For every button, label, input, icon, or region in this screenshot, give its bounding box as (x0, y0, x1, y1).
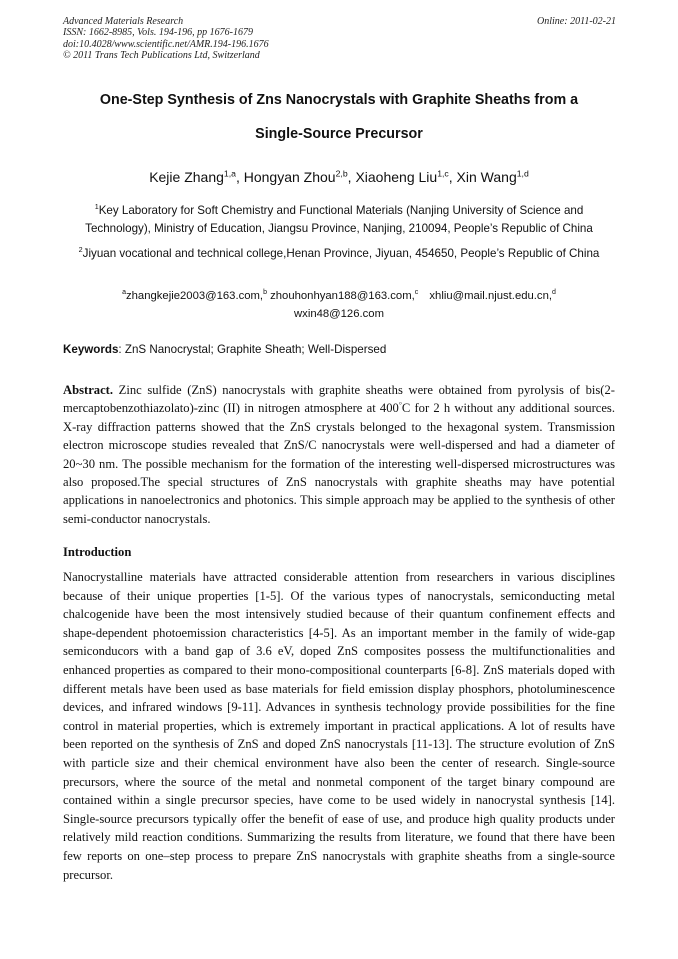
author-name: Hongyan Zhou (243, 169, 336, 185)
author-sep: , (448, 169, 457, 185)
affiliation-2 (62, 245, 616, 263)
paper-title-line-1: One-Step Synthesis of Zns Nanocrystals with Graphite Sheaths from a (99, 92, 579, 108)
degree-symbol: ° (398, 400, 402, 410)
abstract (63, 381, 615, 528)
email-b[interactable]: zhouhonhyan188@163.com, (266, 290, 415, 302)
author-name: Xiaoheng Liu (355, 169, 438, 185)
email-a[interactable]: zhangkejie2003@163.com, (125, 290, 264, 302)
affiliation-text: Key Laboratory for Soft Chemistry and Functional Materials (Nanjing University of Science and Technology), Ministry of Education, Jiangsu Province, Nanjing, 210094, People’s Republic of China (85, 204, 593, 235)
email-sup: d (552, 289, 556, 297)
author-name: Xin Wang (456, 169, 517, 185)
abstract-text-1: Zinc sulfide (ZnS) nanocrystals with graphite sheaths were obtained from pyrolysis of bis(2-mercaptobenzothiazolato)-zinc (II) in nitrogen atmosphere at 400 (63, 383, 615, 416)
keywords-text: : ZnS Nanocrystal; Graphite Sheath; Well-Dispersed (118, 343, 387, 356)
author-sep: , (235, 169, 244, 185)
affiliation-sup: 1 (94, 202, 99, 212)
journal-header (63, 16, 269, 62)
author-sup: 1,a (223, 168, 236, 179)
abstract-label: Abstract. (63, 383, 114, 397)
email-sup: b (263, 289, 267, 297)
keywords-label: Keywords (63, 343, 119, 356)
author-sup: 1,d (516, 168, 529, 179)
introduction-body: Nanocrystalline materials have attracted considerable attention from researchers in various disciplines because of their unique properties [1-5]. Of the various types of nanocrystals, semiconducting metal chalcogenide have been the most intensively studied because of their quantum confinement effects and shape-dependent photoemission characteristics [4-5]. As an important member in the family of wide-gap semiconducors with a band gap of 3.6 eV, doped ZnS composites possess the multifunctionalities and enhanced properties as compared to their mono-compositional counterparts [6-8]. ZnS materials doped with different metals have been used as base materials for field emission display phosphors, photoluminescence devices, and infrared windows [9-11]. Advances in synthesis technology provide possibilities for the fine control in material properties, which is extremely important in practical applications. A lot of results have been reported on the synthesis of ZnS and doped ZnS nanocrystals [11-13]. The structure evolution of ZnS with particle size and their chemical environment have also been the center of research. Single-source precursors, where the source of the metal and nonmetal component of the target binary compound are contained within a single precursor species, have come to be used widely in nanocrystal synthesis [14]. Single-source precursors typically offer the benefit of ease of use, and produce high quality products under relatively mild reaction conditions. Summarizing the results from literature, we found that there have been few reports on one–step process to prepare ZnS nanocrystals with graphite sheaths from a single-source precursor. (63, 570, 615, 882)
copyright-line: © 2011 Trans Tech Publications Ltd, Switzerland (63, 50, 260, 62)
affiliation-1 (62, 202, 616, 238)
paper-title-line-2: Single-Source Precursor (255, 126, 423, 142)
email-sup: c (414, 289, 419, 297)
email-sup: a (122, 289, 126, 297)
journal-name: Advanced Materials Research (63, 16, 184, 27)
affiliation-sup: 2 (78, 245, 83, 255)
author-sup: 1,c (437, 168, 449, 179)
issn-line: ISSN: 1662-8985, Vols. 194-196, pp 1676-1679 (63, 27, 253, 39)
email-d[interactable]: wxin48@126.com (294, 308, 384, 320)
abstract-text-2: C for 2 h without any additional sources. X-ray diffraction patterns showed that the ZnS crystals belonged to the hexagonal system. Transmission electron microscope studies revealed that ZnS/C nanocrystals were well-dispersed and had a diameter of 20~30 nm. The possible mechanism for the formation of the interesting well-dispersed microstructures was also proposed.The special structures of ZnS nanocrystals with graphite sheaths may have potential applications in nanoelectronics and photonics. This simple approach may be applied to the synthesis of other semi-conductor nanocrystals. (63, 401, 615, 526)
keywords (63, 343, 386, 356)
author-sep: , (347, 169, 356, 185)
author-name: Kejie Zhang (149, 169, 224, 185)
email-list (62, 287, 616, 323)
online-date: Online: 2011-02-21 (537, 16, 616, 27)
introduction-heading: Introduction (63, 545, 132, 559)
affiliation-text: Jiyuan vocational and technical college,Henan Province, Jiyuan, 454650, People’s Republic of China (82, 247, 600, 260)
author-sup: 2,b (335, 168, 348, 179)
email-c[interactable]: xhliu@mail.njust.edu.cn, (426, 290, 552, 302)
doi-line: doi:10.4028/www.scientific.net/AMR.194-196.1676 (63, 38, 269, 50)
author-list (40, 169, 638, 185)
